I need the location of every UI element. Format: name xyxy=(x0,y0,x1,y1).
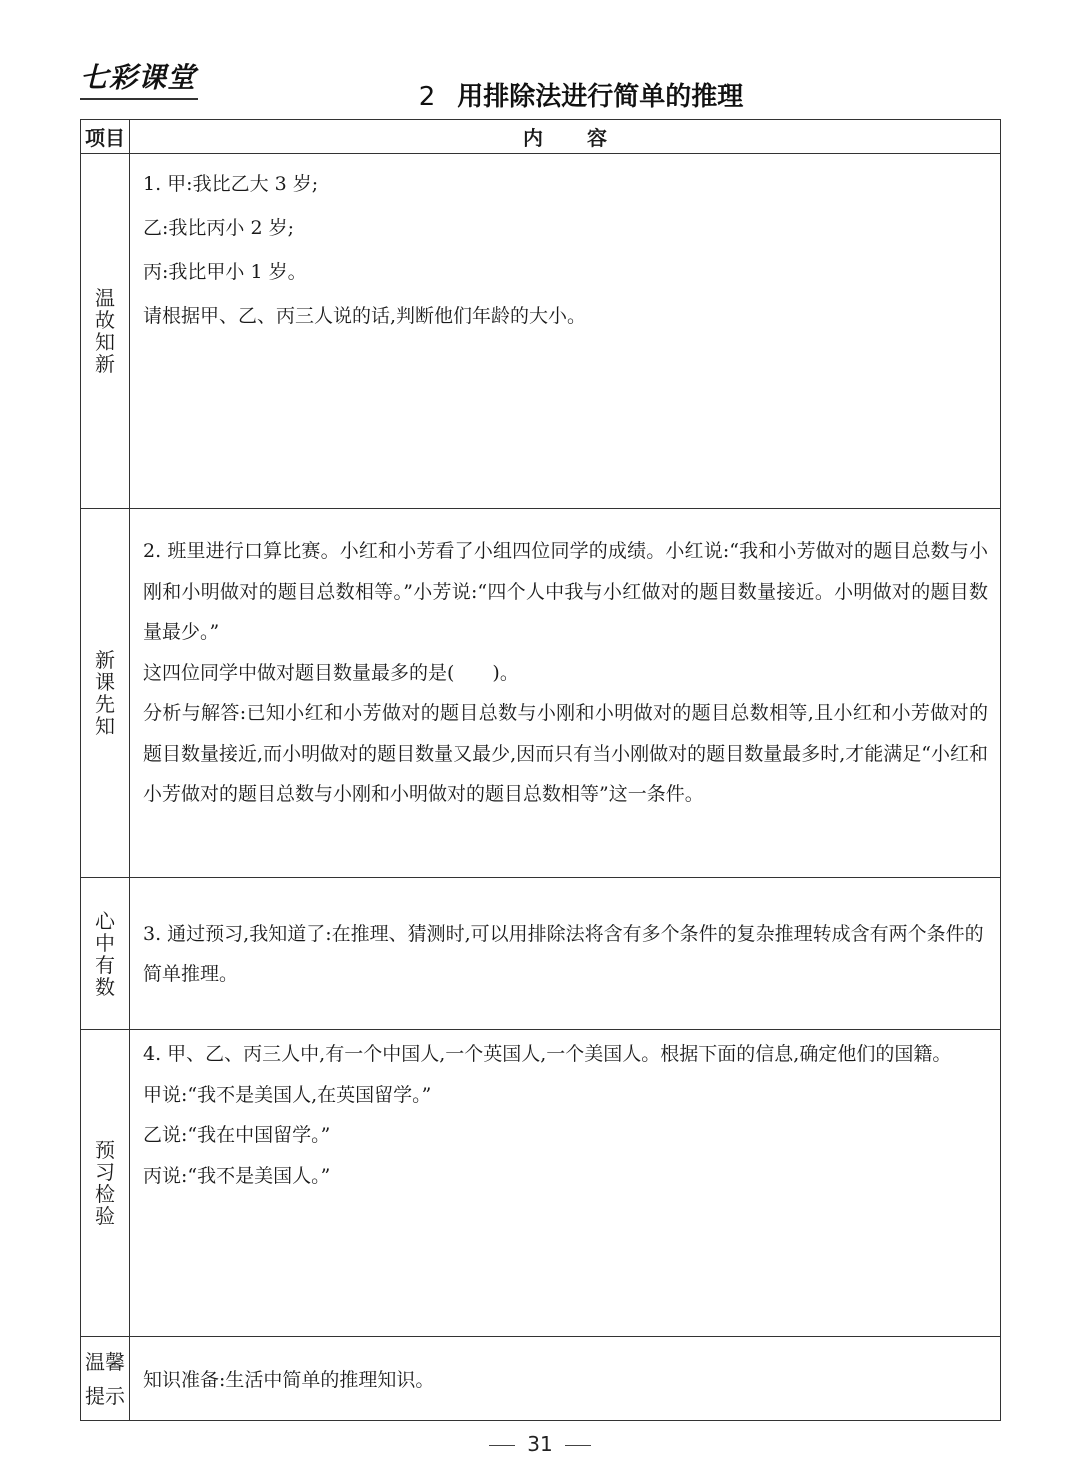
table-row-check xyxy=(81,1030,1001,1337)
row-content-preview xyxy=(130,509,1001,878)
header-item: 项目 xyxy=(81,120,130,154)
content-line: 3. 通过预习,我知道了:在推理、猜测时,可以用排除法将含有多个条件的复杂推理转成含有两个条件的简单推理。 xyxy=(143,922,984,985)
content-line: 2. 班里进行口算比赛。小红和小芳看了小组四位同学的成绩。小红说:“我和小芳做对的题目总数与小刚和小明做对的题目总数相等。”小芳说:“四个人中我与小红做对的题目数量接近。小明做对的题目数量最少。” xyxy=(143,540,988,643)
content-line: 丙说:“我不是美国人。” xyxy=(143,1164,331,1187)
row-label-tips: 温馨 提示 xyxy=(81,1337,130,1421)
footer-dash-right xyxy=(565,1445,591,1446)
content-line: 这四位同学中做对题目数量最多的是( )。 xyxy=(143,661,519,684)
row-label-check: 预 习 检 验 xyxy=(81,1030,130,1337)
table-row-review xyxy=(81,154,1001,509)
row-label-review: 温 故 知 新 xyxy=(81,154,130,509)
header-content-a: 内 xyxy=(523,126,543,150)
content-line: 乙说:“我在中国留学。” xyxy=(143,1124,331,1146)
content-line: 分析与解答:已知小红和小芳做对的题目总数与小刚和小明做对的题目总数相等,且小红和小芳做对的题目数量接近,而小明做对的题目数量又最少,因而只有当小刚做对的题目数量最多时,才能满足“小红和小芳做对的题目总数与小刚和小明做对的题目总数相等”这一条件。 xyxy=(143,702,988,805)
row-content-summary xyxy=(130,878,1001,1030)
page-number: 31 xyxy=(527,1432,553,1456)
content-line: 请根据甲、乙、丙三人说的话,判断他们年龄的大小。 xyxy=(143,305,587,327)
table-row-tips xyxy=(81,1337,1001,1421)
table-header-row xyxy=(81,120,1001,154)
row-label-summary: 心 中 有 数 xyxy=(81,878,130,1030)
table-row-preview xyxy=(81,509,1001,878)
content-line: 知识准备:生活中简单的推理知识。 xyxy=(143,1369,435,1391)
row-content-check xyxy=(130,1030,1001,1337)
header-content xyxy=(130,120,1001,154)
row-label-preview: 新 课 先 知 xyxy=(81,509,130,878)
row-content-tips xyxy=(130,1337,1001,1421)
header-content-b: 容 xyxy=(587,126,607,150)
footer-dash-left xyxy=(489,1445,515,1446)
row-content-review xyxy=(130,154,1001,509)
table-row-summary xyxy=(81,878,1001,1030)
page-title xyxy=(0,76,1080,113)
content-line: 乙:我比丙小 2 岁; xyxy=(143,217,294,239)
content-line: 1. 甲:我比乙大 3 岁; xyxy=(143,173,319,195)
content-line: 丙:我比甲小 1 岁。 xyxy=(143,261,307,283)
lesson-table xyxy=(80,119,1001,1421)
lesson-number: 2 xyxy=(418,82,436,112)
lesson-title: 用排除法进行简单的推理 xyxy=(457,82,744,112)
content-line: 4. 甲、乙、丙三人中,有一个中国人,一个英国人,一个美国人。根据下面的信息,确定他们的国籍。 xyxy=(143,1043,952,1065)
page-footer xyxy=(0,1432,1080,1456)
brand-text: 七彩课堂 xyxy=(80,61,197,94)
content-line: 甲说:“我不是美国人,在英国留学。” xyxy=(143,1083,432,1106)
